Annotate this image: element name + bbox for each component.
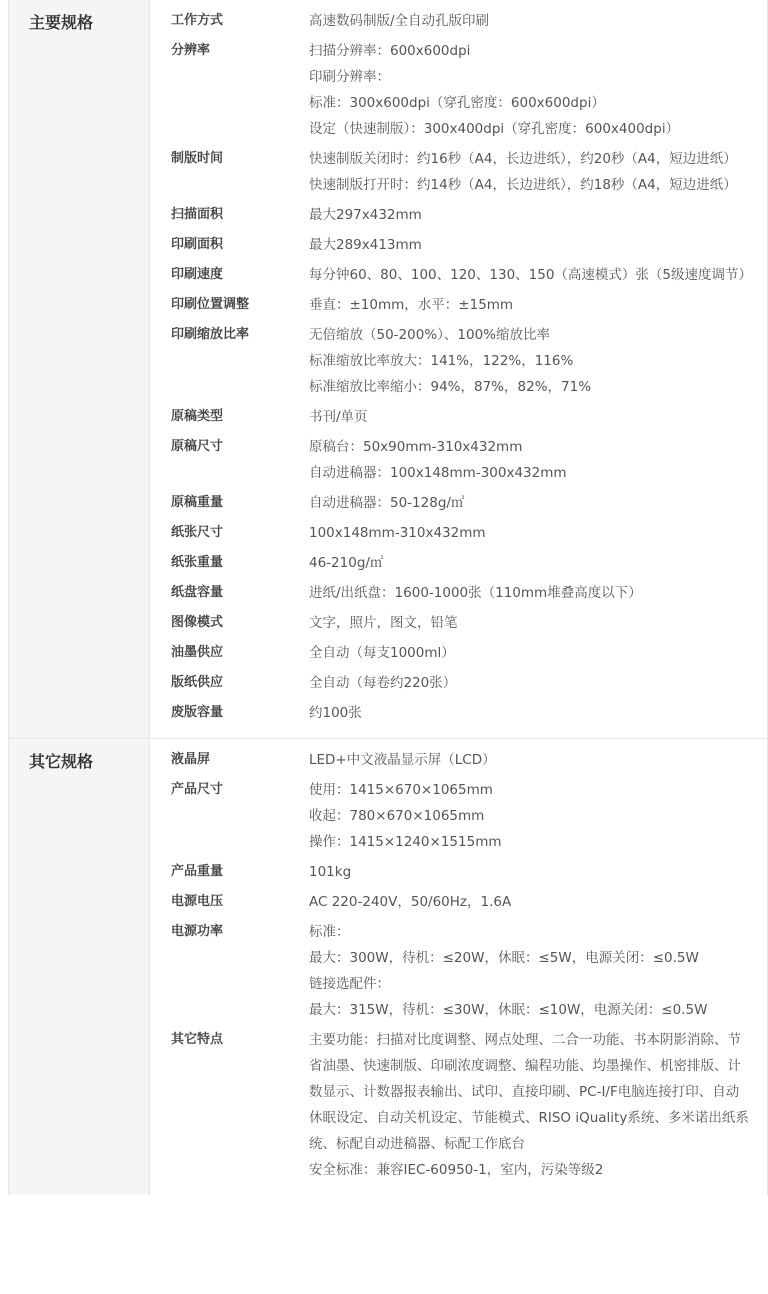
spec-row — [150, 745, 767, 775]
spec-values — [309, 518, 767, 548]
spec-label: 电源电压 — [171, 894, 224, 909]
spec-value: 书刊/单页 — [309, 409, 368, 425]
spec-value: 约100张 — [309, 705, 362, 721]
spec-section — [8, 0, 768, 738]
spec-value: 标准： — [309, 924, 350, 940]
spec-values — [309, 775, 767, 857]
spec-value: 全自动（每卷约220张） — [309, 675, 457, 691]
spec-value: 100x148mm-310x432mm — [309, 525, 486, 541]
spec-row — [150, 6, 767, 36]
spec-value: 安全标准：兼容IEC-60950-1，室内，污染等级2 — [309, 1162, 604, 1178]
spec-label: 版纸供应 — [171, 675, 224, 690]
spec-values — [309, 638, 767, 668]
spec-values — [309, 578, 767, 608]
spec-section — [8, 738, 768, 1195]
spec-values — [309, 548, 767, 578]
spec-row — [150, 518, 767, 548]
spec-row — [150, 608, 767, 638]
spec-values — [309, 6, 767, 36]
spec-value: 链接选配件： — [309, 976, 390, 992]
spec-value: 使用：1415×670×1065mm — [309, 782, 493, 798]
spec-values — [309, 488, 767, 518]
spec-label: 分辨率 — [171, 43, 211, 58]
spec-value: 自动进稿器：50-128g/㎡ — [309, 495, 465, 511]
spec-row — [150, 638, 767, 668]
spec-value: 快速制版关闭时：约16秒（A4，长边进纸），约20秒（A4，短边进纸） — [309, 151, 737, 167]
spec-label: 其它特点 — [171, 1032, 224, 1047]
spec-label: 工作方式 — [171, 13, 224, 28]
spec-label: 废版容量 — [171, 705, 224, 720]
spec-value: 最大289x413mm — [309, 237, 422, 253]
spec-value: 自动进稿器：100x148mm-300x432mm — [309, 465, 567, 481]
spec-value: 印刷分辨率： — [309, 69, 390, 85]
spec-values — [309, 917, 767, 1025]
spec-values — [309, 698, 767, 728]
spec-label: 油墨供应 — [171, 645, 224, 660]
spec-row — [150, 36, 767, 144]
spec-label: 电源功率 — [171, 924, 224, 939]
spec-value: 标准缩放比率缩小：94%，87%，82%，71% — [309, 379, 592, 395]
spec-value: 主要功能：扫描对比度调整、网点处理、二合一功能、书本阴影消除、节省油墨、快速制版、印刷浓度调整、编程功能、均墨操作、机密排版、计数显示、计数器报表输出、试印、直接印刷、PC-I/F电脑连接打印、自动休眠设定、自动关机设定、节能模式、RISO iQuality系统、多米诺出纸系统、标配自动进稿器、标配工作底台 — [309, 1032, 749, 1152]
spec-value: 原稿台：50x90mm-310x432mm — [309, 439, 523, 455]
spec-row — [150, 548, 767, 578]
spec-row — [150, 200, 767, 230]
spec-table — [8, 0, 768, 1195]
spec-label: 印刷位置调整 — [171, 297, 250, 312]
spec-label: 印刷面积 — [171, 237, 224, 252]
spec-label: 纸张尺寸 — [171, 525, 224, 540]
spec-value: 101kg — [309, 864, 352, 880]
spec-values — [309, 432, 767, 488]
spec-label: 原稿尺寸 — [171, 439, 224, 454]
spec-label: 产品重量 — [171, 864, 224, 879]
spec-value: 操作：1415×1240×1515mm — [309, 834, 502, 850]
spec-values — [309, 668, 767, 698]
spec-values — [309, 36, 767, 144]
spec-value: 进纸/出纸盘：1600-1000张（110mm堆叠高度以下） — [309, 585, 642, 601]
spec-value: 设定（快速制版）：300x400dpi（穿孔密度：600x400dpi） — [309, 121, 680, 137]
spec-row — [150, 578, 767, 608]
spec-label: 制版时间 — [171, 151, 224, 166]
spec-value: 标准缩放比率放大：141%，122%，116% — [309, 353, 574, 369]
spec-value: 文字，照片，图文，铅笔 — [309, 615, 458, 631]
spec-values — [309, 887, 767, 917]
spec-value: 每分钟60、80、100、120、130、150（高速模式）张（5级速度调节） — [309, 267, 753, 283]
spec-values — [309, 745, 767, 775]
spec-value: 扫描分辨率：600x600dpi — [309, 43, 471, 59]
spec-value: 46-210g/㎡ — [309, 555, 384, 571]
spec-value: LED+中文液晶显示屏（LCD） — [309, 752, 496, 768]
spec-value: 高速数码制版/全自动孔版印刷 — [309, 13, 490, 29]
spec-value: 最大297x432mm — [309, 207, 422, 223]
spec-value: 快速制版打开时：约14秒（A4，长边进纸），约18秒（A4，短边进纸） — [309, 177, 737, 193]
spec-values — [309, 320, 767, 402]
section-body — [150, 739, 767, 1195]
spec-value: 标准：300x600dpi（穿孔密度：600x600dpi） — [309, 95, 605, 111]
spec-row — [150, 698, 767, 728]
spec-value: 无倍缩放（50-200%）、100%缩放比率 — [309, 327, 550, 343]
section-body — [150, 0, 767, 738]
spec-value: 最大：300W，待机：≤20W，休眠：≤5W，电源关闭：≤0.5W — [309, 950, 699, 966]
spec-row — [150, 144, 767, 200]
spec-label: 印刷缩放比率 — [171, 327, 250, 342]
spec-label: 原稿类型 — [171, 409, 224, 424]
spec-row — [150, 432, 767, 488]
spec-values — [309, 144, 767, 200]
spec-row — [150, 320, 767, 402]
spec-row — [150, 1025, 767, 1185]
section-title: 其它规格 — [9, 739, 150, 1195]
spec-values — [309, 260, 767, 290]
spec-label: 纸盘容量 — [171, 585, 224, 600]
spec-label: 图像模式 — [171, 615, 224, 630]
spec-value: 收起：780×670×1065mm — [309, 808, 485, 824]
spec-row — [150, 230, 767, 260]
spec-label: 产品尺寸 — [171, 782, 224, 797]
spec-row — [150, 887, 767, 917]
spec-values — [309, 200, 767, 230]
spec-label: 纸张重量 — [171, 555, 224, 570]
spec-values — [309, 608, 767, 638]
spec-label: 印刷速度 — [171, 267, 224, 282]
spec-value: 垂直：±10mm，水平：±15mm — [309, 297, 514, 313]
spec-row — [150, 917, 767, 1025]
spec-row — [150, 290, 767, 320]
spec-row — [150, 668, 767, 698]
spec-label: 扫描面积 — [171, 207, 224, 222]
spec-value: 最大：315W，待机：≤30W，休眠：≤10W，电源关闭：≤0.5W — [309, 1002, 708, 1018]
spec-row — [150, 775, 767, 857]
spec-row — [150, 488, 767, 518]
spec-value: AC 220-240V，50/60Hz，1.6A — [309, 894, 512, 910]
spec-values — [309, 230, 767, 260]
spec-values — [309, 290, 767, 320]
section-title: 主要规格 — [9, 0, 150, 738]
spec-value: 全自动（每支1000ml） — [309, 645, 455, 661]
spec-row — [150, 857, 767, 887]
spec-label: 原稿重量 — [171, 495, 224, 510]
spec-values — [309, 1025, 767, 1185]
spec-values — [309, 402, 767, 432]
spec-label: 液晶屏 — [171, 752, 211, 767]
spec-row — [150, 402, 767, 432]
spec-row — [150, 260, 767, 290]
spec-values — [309, 857, 767, 887]
